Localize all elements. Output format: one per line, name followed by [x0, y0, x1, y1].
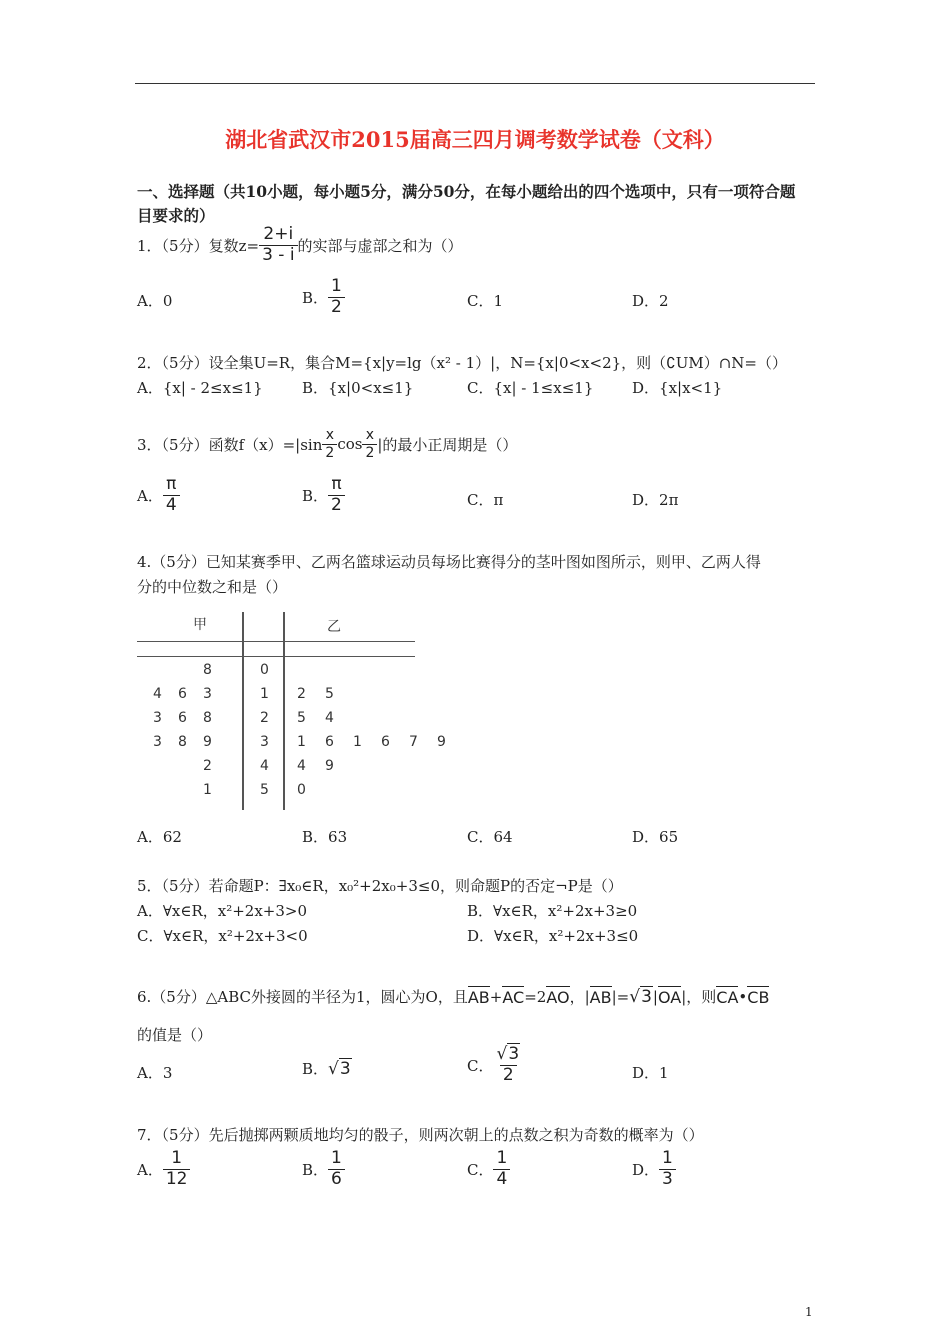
stem-leaf-header-right: 乙 [327, 619, 341, 635]
question-1 [137, 226, 463, 265]
q6-prefix: 6.（5分）△ABC外接圆的半径为1，圆心为O，且 [137, 988, 468, 1006]
stem-leaf-right-leaf: 4 [297, 758, 306, 774]
q3-a-num: π [166, 474, 177, 494]
q1-b-den: 2 [328, 297, 345, 317]
q7-b-den: 6 [328, 1169, 345, 1189]
q6-option-c [467, 1046, 523, 1085]
section-heading-line1: 一、选择题（共10小题，每小题5分，满分50分，在每小题给出的四个选项中，只有一项符合题 [137, 182, 796, 201]
q6-c-num: √3 [496, 1044, 520, 1064]
vector-ao: AO [546, 988, 570, 1007]
sqrt-3: √3 [629, 986, 652, 1007]
stem-leaf-right-leaf: 5 [297, 710, 306, 726]
vector-ca: CA [716, 988, 739, 1007]
stem-leaf-stem: 3 [260, 734, 269, 750]
stem-leaf-left-leaf: 4 [153, 686, 162, 702]
q5-option-c: C．∀x∈R，x²+2x+3<0 [137, 927, 308, 945]
q3-a-fraction [163, 476, 180, 515]
stem-leaf-hline-bottom [137, 656, 415, 657]
stem-leaf-left-leaf: 3 [203, 686, 212, 702]
q6-c-fraction [493, 1046, 523, 1085]
q7-c-num: 1 [496, 1148, 508, 1168]
stem-leaf-left-leaf: 6 [178, 710, 187, 726]
question-3 [137, 428, 517, 460]
q6-bar1: | [584, 987, 590, 1006]
stem-leaf-left-leaf: 6 [178, 686, 187, 702]
stem-leaf-right-leaf: 9 [325, 758, 334, 774]
stem-leaf-right-leaf: 0 [297, 782, 306, 798]
q3-f1-den: 2 [322, 444, 337, 461]
q6-c-radicand: 3 [508, 1044, 520, 1064]
question-7: 7．（5分）先后抛掷两颗质地均匀的骰子，则两次朝上的点数之积为奇数的概率为（） [137, 1126, 704, 1144]
q1-b-num: 1 [331, 276, 342, 296]
q6-plus: + [489, 987, 503, 1006]
q6-b-radicand: 3 [339, 1058, 351, 1079]
q2-option-c: C．{x| - 1≤x≤1} [467, 379, 594, 397]
question-4-line1: 4.（5分）已知某赛季甲、乙两名篮球运动员每场比赛得分的茎叶图如图所示，则甲、乙两人得 [137, 553, 761, 571]
q4-option-a: A．62 [137, 828, 182, 846]
vector-cb: CB [747, 988, 770, 1007]
q3-f1-num: x [325, 427, 334, 443]
page-number: 1 [805, 1305, 813, 1319]
q3-f2-num: x [365, 427, 375, 443]
q3-option-c: C．π [467, 491, 504, 509]
stem-leaf-left-leaf: 3 [153, 734, 162, 750]
q6-option-b [302, 1058, 352, 1079]
q1-option-b [302, 278, 345, 317]
q7-d-num: 1 [662, 1148, 673, 1168]
question-4-line2: 分的中位数之和是（） [137, 578, 288, 596]
vector-ac: AC [502, 988, 525, 1007]
q7-a-num: 1 [171, 1148, 183, 1168]
q1-suffix: 的实部与虚部之和为（） [297, 236, 463, 255]
stem-leaf-right-leaf: 2 [297, 686, 306, 702]
q5-option-b: B．∀x∈R，x²+2x+3≥0 [467, 902, 638, 920]
stem-leaf-left-leaf: 9 [203, 734, 212, 750]
stem-leaf-stem: 4 [260, 758, 269, 774]
q2-option-b: B．{x|0<x≤1} [302, 379, 414, 397]
top-rule [135, 83, 815, 84]
q4-option-c: C．64 [467, 828, 513, 846]
q3-suffix: |的最小正周期是（） [377, 435, 518, 454]
q3-fraction-2 [362, 428, 377, 460]
q3-prefix: 3．（5分）函数f（x）=|sin [137, 435, 323, 454]
stem-leaf-right-leaf: 6 [381, 734, 390, 750]
q5-option-a: A．∀x∈R，x²+2x+3>0 [137, 902, 308, 920]
q6-b-label: B． [302, 1060, 329, 1078]
sqrt-3-radicand: 3 [641, 986, 652, 1007]
q7-b-label: B． [302, 1160, 329, 1179]
q7-a-label: A． [137, 1160, 163, 1179]
q6-option-d: D．1 [632, 1064, 669, 1082]
q6-bar2: |= [611, 987, 630, 1006]
q3-option-b [302, 476, 345, 515]
q5-option-d: D．∀x∈R，x²+2x+3≤0 [467, 927, 639, 945]
q4-option-b: B．63 [302, 828, 348, 846]
stem-leaf-figure [137, 610, 447, 815]
q3-f2-den: 2 [362, 444, 377, 461]
q6-comma: ， [569, 988, 585, 1006]
question-5: 5．（5分）若命题P：∃x₀∈R，x₀²+2x₀+3≤0，则命题P的否定¬P是（） [137, 877, 623, 895]
stem-leaf-left-leaf: 1 [203, 782, 212, 798]
q3-option-a [137, 476, 180, 515]
stem-leaf-left-leaf: 8 [203, 662, 212, 678]
q6-c-den: 2 [500, 1065, 517, 1085]
q1-fraction [259, 226, 297, 265]
q6-then: ，则 [686, 988, 717, 1006]
vector-ab-2: AB [589, 988, 612, 1007]
question-2: 2．（5分）设全集U=R，集合M={x|y=lg（x² - 1）|，N={x|0<x<2}，则（∁UM）∩N=（） [137, 354, 787, 372]
q1-prefix: 1．（5分）复数z= [137, 236, 260, 255]
q1-b-fraction [328, 278, 345, 317]
stem-leaf-right-leaf: 1 [353, 734, 362, 750]
q7-c-den: 4 [493, 1169, 510, 1189]
q6-dot: • [738, 987, 748, 1006]
q7-b-fraction [328, 1150, 345, 1189]
q7-c-label: C． [467, 1160, 494, 1179]
q3-b-num: π [331, 474, 342, 494]
q1-frac-den: 3 - i [259, 245, 297, 265]
q6-option-a: A．3 [137, 1064, 173, 1082]
stem-leaf-stem: 1 [260, 686, 269, 702]
q4-option-d: D．65 [632, 828, 679, 846]
q3-b-den: 2 [328, 495, 345, 515]
stem-leaf-stem: 2 [260, 710, 269, 726]
stem-leaf-right-leaf: 4 [325, 710, 334, 726]
q1-option-a: A．0 [137, 292, 173, 310]
q7-d-fraction [659, 1150, 676, 1189]
q7-option-d [632, 1150, 676, 1189]
q7-d-den: 3 [659, 1169, 676, 1189]
q2-option-a: A．{x| - 2≤x≤1} [137, 379, 263, 397]
stem-leaf-left-leaf: 8 [178, 734, 187, 750]
q1-option-c: C．1 [467, 292, 504, 310]
q2-option-d: D．{x|x<1} [632, 379, 723, 397]
q6-bar4: | [681, 987, 687, 1006]
q7-a-fraction [163, 1150, 191, 1189]
q7-d-label: D． [632, 1160, 660, 1179]
vector-oa: OA [657, 988, 682, 1007]
stem-leaf-right-leaf: 1 [297, 734, 306, 750]
q1-frac-num: 2+i [263, 224, 294, 244]
q6-b-sqrt: √3 [328, 1058, 351, 1079]
q3-fraction-1 [322, 428, 337, 460]
q7-option-b [302, 1150, 345, 1189]
stem-leaf-hline-top [137, 641, 415, 642]
vector-ab: AB [467, 988, 490, 1007]
q1-option-d: D．2 [632, 292, 669, 310]
question-6-line2: 的值是（） [137, 1026, 213, 1044]
stem-leaf-left-leaf: 2 [203, 758, 212, 774]
q6-eq2: =2 [524, 987, 547, 1006]
q3-b-fraction [328, 476, 345, 515]
stem-leaf-right-leaf: 5 [325, 686, 334, 702]
q7-a-den: 12 [163, 1169, 191, 1189]
q3-b-label: B． [302, 486, 329, 505]
q7-option-a [137, 1150, 190, 1189]
stem-leaf-stem: 5 [260, 782, 269, 798]
stem-leaf-left-leaf: 3 [153, 710, 162, 726]
q6-c-label: C． [467, 1056, 494, 1075]
stem-leaf-vline-left [242, 612, 244, 810]
stem-leaf-header-left: 甲 [193, 617, 207, 633]
q3-option-d: D．2π [632, 491, 679, 509]
stem-leaf-left-leaf: 8 [203, 710, 212, 726]
q3-a-label: A． [137, 486, 163, 505]
stem-leaf-right-leaf: 6 [325, 734, 334, 750]
q7-c-fraction [493, 1150, 510, 1189]
page-title: 湖北省武汉市2015届高三四月调考数学试卷（文科） [225, 127, 725, 152]
stem-leaf-stem: 0 [260, 662, 269, 678]
stem-leaf-right-leaf: 7 [409, 734, 418, 750]
stem-leaf-right-leaf: 9 [437, 734, 446, 750]
section-heading-line2: 目要求的） [137, 206, 215, 225]
q6-bar3: | [652, 987, 658, 1006]
q7-option-c [467, 1150, 510, 1189]
q1-b-label: B． [302, 288, 329, 307]
question-6-line1 [137, 986, 769, 1007]
q3-a-den: 4 [163, 495, 180, 515]
stem-leaf-vline-right [283, 612, 285, 810]
q7-b-num: 1 [331, 1148, 342, 1168]
q3-mid: cos [337, 435, 363, 454]
